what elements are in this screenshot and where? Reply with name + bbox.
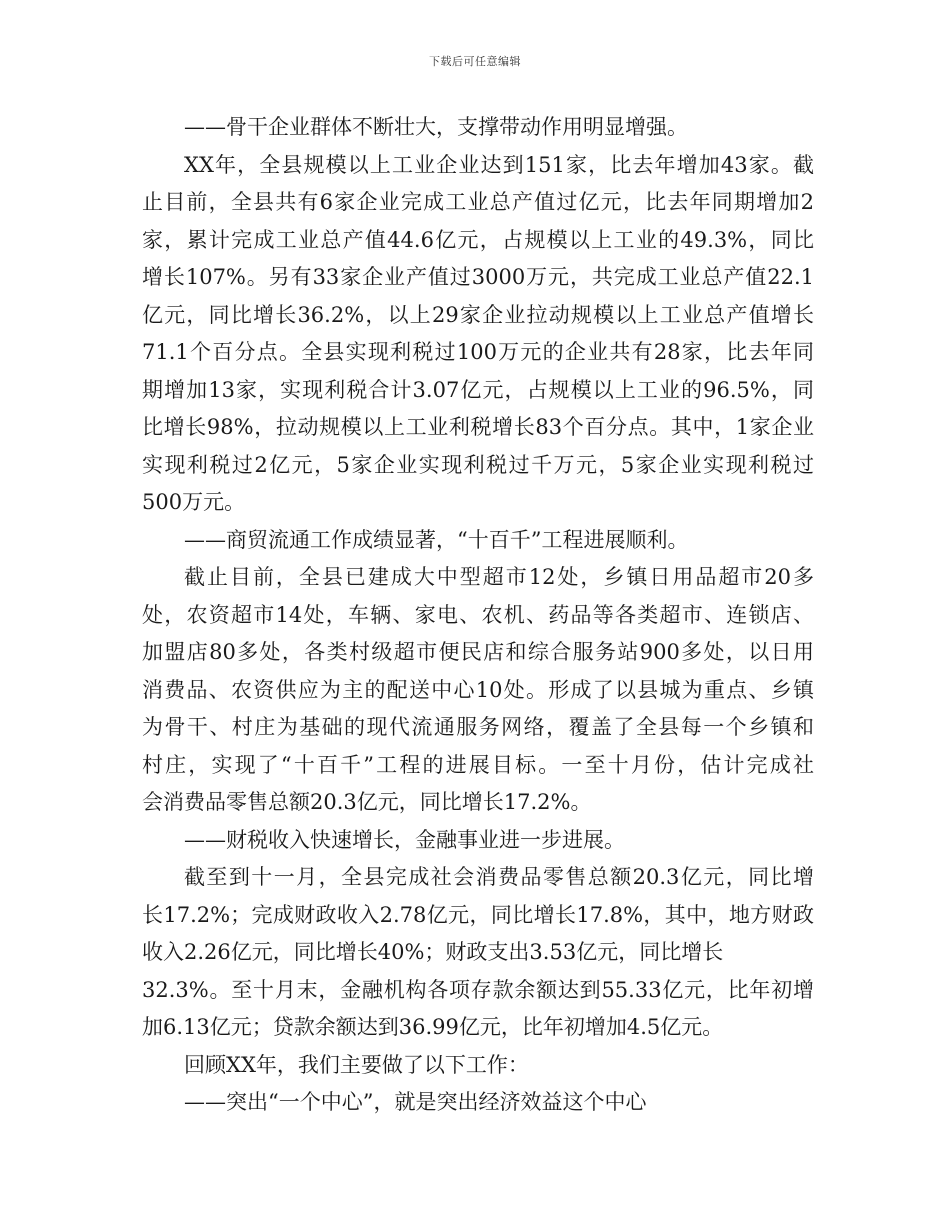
paragraph-line: 加6.13亿元；贷款余额达到36.99亿元，比年初增加4.5亿元。 (142, 1015, 724, 1039)
paragraph-line: 止目前，全县共有6家企业完成工业总产值过亿元，比去年同期增加2 (142, 190, 814, 214)
review-intro-line: 回顾XX年，我们主要做了以下工作： (184, 1052, 529, 1077)
paragraph-line: 家，累计完成工业总产值44.6亿元，占规模以上工业的49.3%，同比 (142, 227, 814, 252)
paragraph-line: 收入2.26亿元，同比增长40%；财政支出3.53亿元，同比增长 (142, 940, 724, 964)
document-body (142, 109, 814, 1122)
paragraph-line: 实现利税过2亿元，5家企业实现利税过千万元，5家企业实现利税过 (142, 452, 814, 477)
page-header-note: 下载后可任意编辑 (429, 55, 521, 68)
paragraph-line: 增长107%。另有33家企业产值过3000万元，共完成工业总产值22.1 (142, 265, 814, 289)
paragraph-line: 500万元。 (142, 490, 246, 514)
paragraph-line: 期增加13家，实现利税合计3.07亿元，占规模以上工业的96.5%，同 (142, 377, 814, 402)
paragraph-line: 比增长98%，拉动规模以上工业利税增长83个百分点。其中，1家企业 (142, 415, 814, 439)
paragraph-line: 71.1个百分点。全县实现利税过100万元的企业共有28家，比去年同 (142, 340, 814, 364)
section-heading-commerce: ——商贸流通工作成绩显著，“十百千”工程进展顺利。 (184, 527, 689, 552)
paragraph-line: 亿元，同比增长36.2%，以上29家企业拉动规模以上工业总产值增长 (142, 302, 814, 327)
paragraph-line: 处，农资超市14处，车辆、家电、农机、药品等各类超市、连锁店、 (142, 602, 814, 627)
paragraph-line: 长17.2%；完成财政收入2.78亿元，同比增长17.8%，其中，地方财政 (142, 902, 814, 927)
paragraph-line: XX年，全县规模以上工业企业达到151家，比去年增加43家。截 (184, 152, 814, 177)
paragraph-line: 为骨干、村庄为基础的现代流通服务网络，覆盖了全县每一个乡镇和 (142, 715, 814, 739)
section-heading-finance: ——财税收入快速增长，金融事业进一步进展。 (184, 827, 625, 852)
section-heading-backbone-enterprises: ——骨干企业群体不断壮大，支撑带动作用明显增强。 (184, 115, 688, 139)
paragraph-line: 32.3%。至十月末，金融机构各项存款余额达到55.33亿元，比年初增 (142, 977, 814, 1002)
paragraph-line: 村庄，实现了“十百千”工程的进展目标。一至十月份，估计完成社 (142, 752, 814, 777)
paragraph-line: 截至到十一月，全县完成社会消费品零售总额20.3亿元，同比增 (184, 865, 814, 889)
paragraph-line: 加盟店80多处，各类村级超市便民店和综合服务站900多处，以日用 (142, 640, 814, 664)
paragraph-line: 消费品、农资供应为主的配送中心10处。形成了以县城为重点、乡镇 (142, 677, 814, 702)
paragraph-line: 会消费品零售总额20.3亿元，同比增长17.2%。 (142, 790, 592, 814)
paragraph-line: 截止目前，全县已建成大中型超市12处，乡镇日用品超市20多 (184, 565, 814, 589)
section-heading-one-center: ——突出“一个中心”，就是突出经济效益这个中心 (184, 1090, 647, 1114)
